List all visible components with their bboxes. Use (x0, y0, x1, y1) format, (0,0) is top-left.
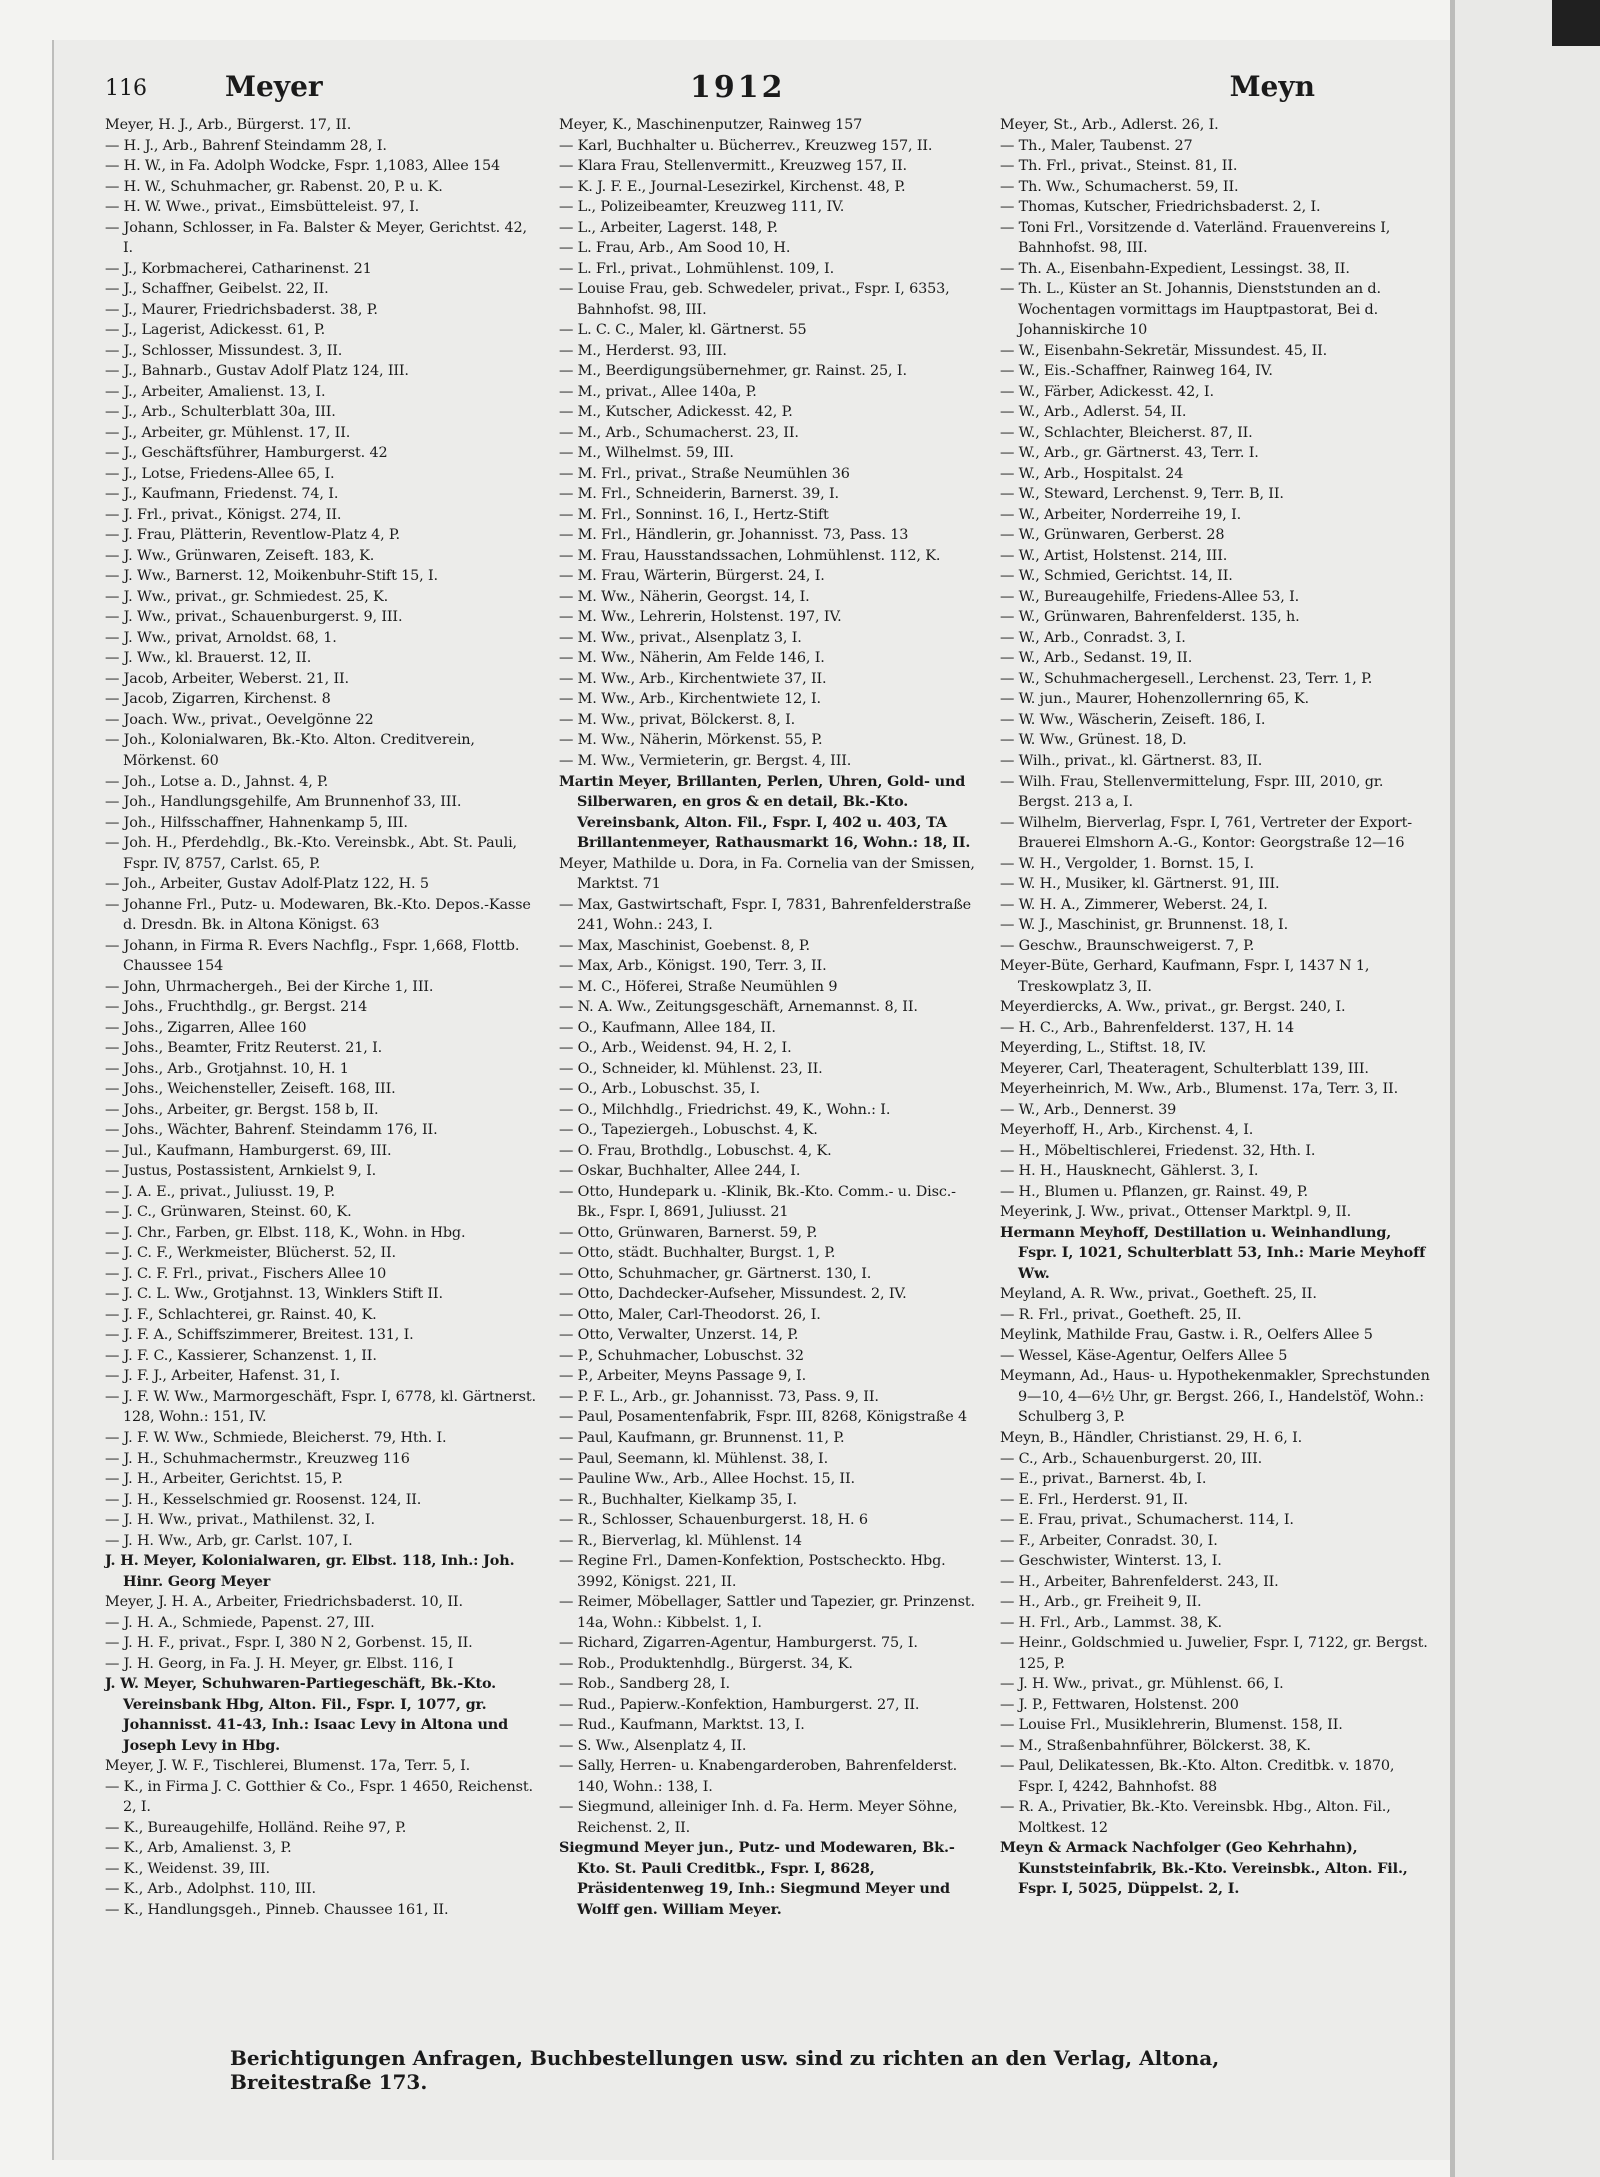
directory-entry: — Joh., Arbeiter, Gustav Adolf-Platz 122, H. 5 (105, 876, 429, 893)
directory-entry: — Max, Arb., Königst. 190, Terr. 3, II. (559, 958, 827, 975)
directory-entry: J. W. Meyer, Schuhwaren-Partiegeschäft, Bk.-Kto. Vereinsbank Hbg, Alton. Fil., Fspr. I, 1077, gr. Johannisst. 41-43, Inh.: Isaac Levy in Altona und Joseph Levy in Hbg. (105, 1675, 509, 1754)
directory-entry: — Karl, Buchhalter u. Bücherrev., Kreuzweg 157, II. (559, 137, 933, 154)
directory-entry: — Otto, Verwalter, Unzerst. 14, P. (559, 1327, 799, 1344)
directory-entry: Meyer, J. W. F., Tischlerei, Blumenst. 17a, Terr. 5, I. (105, 1758, 471, 1775)
column-3 (1000, 115, 1430, 2045)
directory-entry: — Siegmund, alleiniger Inh. d. Fa. Herm. Meyer Söhne, Reichenst. 2, II. (559, 1799, 958, 1836)
directory-entry: Meyerer, Carl, Theateragent, Schulterblatt 139, III. (1000, 1060, 1369, 1077)
directory-entry: — O., Milchhdlg., Friedrichst. 49, K., Wohn.: I. (559, 1101, 891, 1118)
directory-entry: — J. Ww., kl. Brauerst. 12, II. (105, 650, 312, 667)
directory-entry: — Klara Frau, Stellenvermitt., Kreuzweg 157, II. (559, 158, 907, 175)
directory-entry: — J., Korbmacherei, Catharinenst. 21 (105, 260, 372, 277)
directory-entry: — Reimer, Möbellager, Sattler und Tapezier, gr. Prinzenst. 14a, Wohn.: Kibbelst. 1, I. (559, 1594, 975, 1631)
directory-entry: — M. Frl., privat., Straße Neumühlen 36 (559, 465, 850, 482)
directory-entry: Meyerdiercks, A. Ww., privat., gr. Bergst. 240, I. (1000, 999, 1346, 1016)
directory-entry: — H. W. Wwe., privat., Eimsbütteleist. 97, I. (105, 199, 420, 216)
directory-entry: — W., Arb., Conradst. 3, I. (1000, 629, 1186, 646)
directory-entry: — L., Polizeibeamter, Kreuzweg 111, IV. (559, 199, 845, 216)
directory-entry: — Johs., Beamter, Fritz Reuterst. 21, I. (105, 1040, 383, 1057)
directory-entry: — J., Bahnarb., Gustav Adolf Platz 124, III. (105, 363, 409, 380)
year-heading: 1912 (690, 70, 786, 105)
directory-entry: — E. Frau, privat., Schumacherst. 114, I. (1000, 1512, 1294, 1529)
directory-entry: — H., Arbeiter, Bahrenfelderst. 243, II. (1000, 1573, 1279, 1590)
directory-entry: — H., Arb., gr. Freiheit 9, II. (1000, 1594, 1202, 1611)
directory-entry: — F., Arbeiter, Conradst. 30, I. (1000, 1532, 1218, 1549)
directory-entry: — J. F. A., Schiffszimmerer, Breitest. 131, I. (105, 1327, 414, 1344)
directory-entry: — J. F. W. Ww., Schmiede, Bleicherst. 79, Hth. I. (105, 1430, 447, 1446)
directory-entry: — W. H. A., Zimmerer, Weberst. 24, I. (1000, 896, 1268, 913)
directory-entry: — J. H. Ww., privat., Mathilenst. 32, I. (105, 1512, 375, 1529)
directory-entry: — K., Weidenst. 39, III. (105, 1860, 270, 1877)
directory-entry: — K., Arb, Amalienst. 3, P. (105, 1840, 292, 1857)
directory-entry: — J. C. F., Werkmeister, Blücherst. 52, II. (105, 1245, 396, 1262)
directory-entry: — O., Arb., Lobuschst. 35, I. (559, 1081, 760, 1098)
directory-entry: — J., Maurer, Friedrichsbaderst. 38, P. (105, 301, 378, 318)
directory-entry: — J., Geschäftsführer, Hamburgerst. 42 (105, 445, 388, 462)
directory-entry: — J. H., Arbeiter, Gerichtst. 15, P. (105, 1471, 343, 1488)
directory-entry: — J. P., Fettwaren, Holstenst. 200 (1000, 1696, 1239, 1713)
directory-entry: — J., Arb., Schulterblatt 30a, III. (105, 404, 336, 421)
directory-entry: — Johs., Weichensteller, Zeiseft. 168, III. (105, 1081, 396, 1098)
directory-entry: — J. C. L. Ww., Grotjahnst. 13, Winklers Stift II. (105, 1286, 443, 1303)
directory-entry: — J. F. J., Arbeiter, Hafenst. 31, I. (105, 1368, 341, 1385)
directory-entry: — W. Ww., Wäscherin, Zeiseft. 186, I. (1000, 711, 1266, 728)
directory-entry: — Rud., Kaufmann, Marktst. 13, I. (559, 1717, 805, 1734)
directory-entry: — Otto, Dachdecker-Aufseher, Missundest. 2, IV. (559, 1286, 907, 1303)
directory-entry: — Otto, Grünwaren, Barnerst. 59, P. (559, 1224, 818, 1241)
directory-entry: — J. H. A., Schmiede, Papenst. 27, III. (105, 1614, 375, 1631)
directory-entry: — J. H., Schuhmachermstr., Kreuzweg 116 (105, 1450, 410, 1467)
directory-entry: — J. H. Georg, in Fa. J. H. Meyer, gr. Elbst. 116, I (105, 1655, 454, 1672)
directory-entry: — K., Bureaugehilfe, Holländ. Reihe 97, P. (105, 1819, 407, 1836)
directory-entry: — Johs., Fruchthdlg., gr. Bergst. 214 (105, 999, 368, 1016)
directory-entry: — W., Artist, Holstenst. 214, III. (1000, 547, 1228, 564)
directory-entry: — J., Lagerist, Adickesst. 61, P. (105, 322, 326, 339)
directory-entry: — W. H., Vergolder, 1. Bornst. 15, I. (1000, 855, 1254, 872)
directory-entry: — W., Schuhmachergesell., Lerchenst. 23, Terr. 1, P. (1000, 670, 1373, 687)
directory-entry: — J. Frl., privat., Königst. 274, II. (105, 506, 342, 523)
directory-entry: — H., Blumen u. Pflanzen, gr. Rainst. 49, P. (1000, 1183, 1308, 1200)
directory-entry: — H. Frl., Arb., Lammst. 38, K. (1000, 1614, 1222, 1631)
directory-entry: — Th. Ww., Schumacherst. 59, II. (1000, 178, 1239, 195)
directory-entry: — H. C., Arb., Bahrenfelderst. 137, H. 14 (1000, 1019, 1295, 1036)
page-edge-line (1450, 0, 1455, 2177)
directory-entry: — M., Wilhelmst. 59, III. (559, 445, 734, 462)
directory-entry: — J. C. F. Frl., privat., Fischers Allee 10 (105, 1265, 387, 1282)
directory-entry: — J. F. W. Ww., Marmorgeschäft, Fspr. I, 6778, kl. Gärtnerst. 128, Wohn.: 151, IV. (105, 1388, 536, 1426)
directory-entry: — M. Ww., Näherin, Am Felde 146, I. (559, 650, 825, 667)
directory-entry: — Johanne Frl., Putz- u. Modewaren, Bk.-Kto. Depos.-Kasse d. Dresdn. Bk. in Altona Königst. 63 (105, 896, 531, 934)
directory-entry: — W., Schlachter, Bleicherst. 87, II. (1000, 424, 1253, 441)
directory-entry: — Joh., Kolonialwaren, Bk.-Kto. Alton. Creditverein, Mörkenst. 60 (105, 732, 475, 769)
directory-entry: Siegmund Meyer jun., Putz- und Modewaren, Bk.-Kto. St. Pauli Creditbk., Fspr. I, 8628, Präsidentenweg 19, Inh.: Siegmund Meyer und Wolff gen. William Meyer. (559, 1839, 955, 1918)
directory-entry: — W. Ww., Grünest. 18, D. (1000, 732, 1187, 749)
directory-entry: — K. J. F. E., Journal-Lesezirkel, Kirchenst. 48, P. (559, 178, 906, 195)
directory-entry: — Th. L., Küster an St. Johannis, Dienststunden an d. Wochentagen vormittags im Hauptpastorat, Bei d. Johanniskirche 10 (1000, 281, 1381, 339)
directory-entry: — W., Grünwaren, Bahrenfelderst. 135, h. (1000, 609, 1300, 626)
directory-entry: Meymann, Ad., Haus- u. Hypothekenmakler, Sprechstunden 9—10, 4—6½ Uhr, gr. Bergst. 266, I., Handelstöf, Wohn.: Schulberg 3, P. (1000, 1368, 1430, 1426)
directory-entry: — Johs., Zigarren, Allee 160 (105, 1019, 307, 1036)
directory-entry: — H. J., Arb., Bahrenf Steindamm 28, I. (105, 137, 387, 154)
directory-entry: — L. C. C., Maler, kl. Gärtnerst. 55 (559, 322, 807, 339)
directory-entry: — Geschwister, Winterst. 13, I. (1000, 1553, 1222, 1570)
directory-entry: — J. H. Ww., Arb, gr. Carlst. 107, I. (105, 1532, 353, 1549)
directory-entry: — W., Grünwaren, Gerberst. 28 (1000, 527, 1225, 544)
dark-corner-tab (1552, 0, 1600, 46)
directory-entry: — Jacob, Zigarren, Kirchenst. 8 (105, 691, 331, 708)
directory-entry: — M. Ww., Arb., Kirchentwiete 12, I. (559, 691, 821, 708)
directory-entry: Meyer, J. H. A., Arbeiter, Friedrichsbaderst. 10, II. (105, 1594, 463, 1611)
directory-entry: Meyn, B., Händler, Christianst. 29, H. 6, I. (1000, 1430, 1303, 1446)
directory-entry: — J. F., Schlachterei, gr. Rainst. 40, K. (105, 1306, 377, 1323)
directory-entry: — Geschw., Braunschweigerst. 7, P. (1000, 937, 1255, 954)
directory-entry: J. H. Meyer, Kolonialwaren, gr. Elbst. 118, Inh.: Joh. Hinr. Georg Meyer (105, 1552, 515, 1590)
directory-entry: — M. Frau, Wärterin, Bürgerst. 24, I. (559, 568, 825, 585)
directory-entry: — John, Uhrmachergeh., Bei der Kirche 1, III. (105, 978, 434, 995)
directory-entry: — H. H., Hausknecht, Gählerst. 3, I. (1000, 1163, 1259, 1180)
directory-entry: — Paul, Posamentenfabrik, Fspr. III, 8268, Königstraße 4 (559, 1409, 967, 1426)
directory-entry: — J. Chr., Farben, gr. Elbst. 118, K., Wohn. in Hbg. (105, 1224, 466, 1241)
directory-entry: Hermann Meyhoff, Destillation u. Weinhandlung, Fspr. I, 1021, Schulterblatt 53, Inh.: Marie Meyhoff Ww. (1000, 1223, 1426, 1282)
column-1 (105, 115, 537, 2045)
directory-entry: — W., Bureaugehilfe, Friedens-Allee 53, I. (1000, 588, 1300, 605)
directory-entry: — W., Schmied, Gerichtst. 14, II. (1000, 568, 1233, 585)
directory-entry: — M., Herderst. 93, III. (559, 342, 727, 359)
directory-entry: — M. Frl., Schneiderin, Barnerst. 39, I. (559, 486, 839, 503)
directory-entry: — Toni Frl., Vorsitzende d. Vaterländ. Frauenvereins I, Bahnhofst. 98, III. (1000, 219, 1391, 257)
directory-entry: — Richard, Zigarren-Agentur, Hamburgerst. 75, I. (559, 1635, 918, 1652)
directory-entry: — M. Ww., Näherin, Georgst. 14, I. (559, 588, 810, 605)
directory-entry: — W. H., Musiker, kl. Gärtnerst. 91, III. (1000, 876, 1280, 893)
directory-entry: — K., Arb., Adolphst. 110, III. (105, 1881, 316, 1898)
directory-entry: — Otto, Schuhmacher, gr. Gärtnerst. 130, I. (559, 1265, 872, 1282)
directory-entry: — Pauline Ww., Arb., Allee Hochst. 15, II. (559, 1471, 855, 1488)
directory-entry: Meyer, H. J., Arb., Bürgerst. 17, II. (105, 117, 352, 133)
directory-entry: — Paul, Kaufmann, gr. Brunnenst. 11, P. (559, 1430, 845, 1446)
directory-entry: — W., Arb., Adlerst. 54, II. (1000, 404, 1187, 421)
directory-entry: — M. Ww., Vermieterin, gr. Bergst. 4, III. (559, 752, 852, 769)
directory-entry: — Max, Maschinist, Goebenst. 8, P. (559, 937, 810, 954)
directory-entry: Meyerheinrich, M. Ww., Arb., Blumenst. 17a, Terr. 3, II. (1000, 1081, 1399, 1098)
directory-entry: — Johs., Wächter, Bahrenf. Steindamm 176, II. (105, 1122, 438, 1139)
directory-entry: Meyn & Armack Nachfolger (Geo Kehrhahn), Kunststeinfabrik, Bk.-Kto. Vereinsbk., Alton. Fil., Fspr. I, 5025, Düppelst. 2, I. (1000, 1839, 1408, 1898)
directory-entry: — E. Frl., Herderst. 91, II. (1000, 1491, 1188, 1508)
directory-entry: — C., Arb., Schauenburgerst. 20, III. (1000, 1450, 1263, 1467)
directory-entry: — J. Ww., Grünwaren, Zeiseft. 183, K. (105, 547, 375, 564)
directory-entry: — R. Frl., privat., Goetheft. 25, II. (1000, 1306, 1242, 1323)
directory-entry: — J. H. F., privat., Fspr. I, 380 N 2, Gorbenst. 15, II. (105, 1635, 473, 1652)
directory-entry: — K., in Firma J. C. Gotthier & Co., Fspr. 1 4650, Reichenst. 2, I. (105, 1778, 533, 1816)
directory-entry: — Regine Frl., Damen-Konfektion, Postscheckto. Hbg. 3992, Königst. 221, II. (559, 1553, 946, 1590)
directory-entry: — N. A. Ww., Zeitungsgeschäft, Arnemannst. 8, II. (559, 999, 918, 1016)
directory-entry: — J., Arbeiter, Amalienst. 13, I. (105, 383, 326, 400)
directory-entry: — P. F. L., Arb., gr. Johannisst. 73, Pass. 9, II. (559, 1388, 879, 1405)
directory-entry: — Th. Frl., privat., Steinst. 81, II. (1000, 158, 1238, 175)
directory-entry: Meyer, St., Arb., Adlerst. 26, I. (1000, 117, 1219, 133)
directory-entry: — W. jun., Maurer, Hohenzollernring 65, K. (1000, 691, 1309, 708)
directory-entry: — M. Ww., Lehrerin, Holstenst. 197, IV. (559, 609, 842, 626)
directory-entry: — J. Ww., privat., gr. Schmiedest. 25, K. (105, 588, 389, 605)
directory-entry: — Johs., Arbeiter, gr. Bergst. 158 b, II. (105, 1101, 379, 1118)
directory-entry: — M. Ww., Näherin, Mörkenst. 55, P. (559, 732, 823, 749)
directory-entry: — W., Färber, Adickesst. 42, I. (1000, 383, 1214, 400)
directory-entry: — Louise Frau, geb. Schwedeler, privat., Fspr. I, 6353, Bahnhofst. 98, III. (559, 281, 950, 318)
directory-entry: — Th., Maler, Taubenst. 27 (1000, 137, 1193, 154)
directory-entry: — J. Frau, Plätterin, Reventlow-Platz 4, P. (105, 527, 400, 544)
directory-entry: — H. W., Schuhmacher, gr. Rabenst. 20, P. u. K. (105, 178, 443, 195)
directory-entry: — H. W., in Fa. Adolph Wodcke, Fspr. 1,1083, Allee 154 (105, 158, 501, 175)
directory-entry: — Paul, Seemann, kl. Mühlenst. 38, I. (559, 1450, 829, 1467)
directory-entry: Meyerink, J. Ww., privat., Ottenser Marktpl. 9, II. (1000, 1204, 1352, 1221)
directory-entry: — Johs., Arb., Grotjahnst. 10, H. 1 (105, 1060, 349, 1077)
directory-entry: Meylink, Mathilde Frau, Gastw. i. R., Oelfers Allee 5 (1000, 1327, 1373, 1344)
directory-entry: — Paul, Delikatessen, Bk.-Kto. Alton. Creditbk. v. 1870, Fspr. I, 4242, Bahnhofst. 88 (1000, 1758, 1395, 1795)
directory-entry: — J. F. C., Kassierer, Schanzenst. 1, II. (105, 1347, 377, 1364)
directory-entry: — J. A. E., privat., Juliusst. 19, P. (105, 1183, 335, 1200)
directory-entry: — Thomas, Kutscher, Friedrichsbaderst. 2, I. (1000, 199, 1321, 216)
directory-entry: — Johann, Schlosser, in Fa. Balster & Meyer, Gerichtst. 42, I. (105, 219, 527, 257)
running-head-right: Meyn (1229, 70, 1315, 103)
directory-entry: — Joh., Hilfsschaffner, Hahnenkamp 5, III. (105, 814, 408, 831)
directory-entry: — E., privat., Barnerst. 4b, I. (1000, 1471, 1207, 1488)
directory-entry: — W. J., Maschinist, gr. Brunnenst. 18, I. (1000, 917, 1289, 934)
directory-entry: — O., Kaufmann, Allee 184, II. (559, 1019, 776, 1036)
page-edge-right (1450, 0, 1600, 2177)
directory-entry: — J. C., Grünwaren, Steinst. 60, K. (105, 1204, 352, 1221)
directory-entry: — J., Schlosser, Missundest. 3, II. (105, 342, 343, 359)
directory-entry: — J. H., Kesselschmied gr. Roosenst. 124, II. (105, 1491, 422, 1508)
directory-entry: — O., Schneider, kl. Mühlenst. 23, II. (559, 1060, 823, 1077)
page-header (105, 70, 1315, 110)
directory-entry: — O., Arb., Weidenst. 94, H. 2, I. (559, 1040, 792, 1057)
directory-entry: Meyer, Mathilde u. Dora, in Fa. Cornelia van der Smissen, Marktst. 71 (559, 855, 975, 893)
directory-entry: — Rob., Sandberg 28, I. (559, 1676, 730, 1693)
directory-entry: — M. Ww., Arb., Kirchentwiete 37, II. (559, 670, 827, 687)
directory-entry: — Jul., Kaufmann, Hamburgerst. 69, III. (105, 1142, 392, 1159)
directory-entry: — W., Eisenbahn-Sekretär, Missundest. 45, II. (1000, 342, 1328, 359)
directory-entry: — R., Schlosser, Schauenburgerst. 18, H. 6 (559, 1512, 868, 1529)
directory-entry: — J. Ww., privat., Schauenburgerst. 9, III. (105, 609, 403, 626)
directory-entry: — M. Frl., Händlerin, gr. Johannisst. 73, Pass. 13 (559, 527, 909, 544)
directory-entry: — Wessel, Käse-Agentur, Oelfers Allee 5 (1000, 1347, 1288, 1364)
directory-entry: — W., Arb., Sedanst. 19, II. (1000, 650, 1193, 667)
directory-entry: — J., Schaffner, Geibelst. 22, II. (105, 281, 329, 298)
directory-columns (105, 115, 1430, 2045)
directory-entry: Meyer, K., Maschinenputzer, Rainweg 157 (559, 117, 863, 133)
directory-entry: — H., Möbeltischlerei, Friedenst. 32, Hth. I. (1000, 1142, 1316, 1159)
directory-entry: — W., Arb., gr. Gärtnerst. 43, Terr. I. (1000, 445, 1259, 462)
publisher-footer: Berichtigungen Anfragen, Buchbestellungen usw. sind zu richten an den Verlag, Altona, Breitestraße 173. (230, 2046, 1220, 2094)
directory-entry: — Justus, Postassistent, Arnkielst 9, I. (105, 1163, 377, 1180)
directory-entry: — M., Straßenbahnführer, Bölckerst. 38, K. (1000, 1737, 1311, 1754)
directory-entry: — L., Arbeiter, Lagerst. 148, P. (559, 219, 778, 236)
directory-entry: — M. Ww., privat., Alsenplatz 3, I. (559, 629, 802, 646)
directory-entry: — Heinr., Goldschmied u. Juwelier, Fspr. I, 7122, gr. Bergst. 125, P. (1000, 1635, 1428, 1672)
directory-entry: — Jacob, Arbeiter, Weberst. 21, II. (105, 670, 349, 687)
directory-entry: — Johann, in Firma R. Evers Nachflg., Fspr. 1,668, Flottb. Chaussee 154 (105, 937, 520, 975)
directory-entry: — M., Beerdigungsübernehmer, gr. Rainst. 25, I. (559, 363, 907, 380)
directory-entry: — Wilhelm, Bierverlag, Fspr. I, 761, Vertreter der Export-Brauerei Elmshorn A.-G., Kontor: Georgstraße 12—16 (1000, 814, 1412, 852)
directory-entry: — Rud., Papierw.-Konfektion, Hamburgerst. 27, II. (559, 1696, 920, 1713)
directory-entry: Meyer-Büte, Gerhard, Kaufmann, Fspr. I, 1437 N 1, Treskowplatz 3, II. (1000, 958, 1370, 995)
directory-entry: — Wilh., privat., kl. Gärtnerst. 83, II. (1000, 752, 1263, 769)
directory-entry: — Joach. Ww., privat., Oevelgönne 22 (105, 711, 374, 728)
running-head-left: Meyer (225, 70, 323, 103)
directory-entry: — L. Frau, Arb., Am Sood 10, H. (559, 240, 791, 257)
directory-entry: Meyerhoff, H., Arb., Kirchenst. 4, I. (1000, 1122, 1254, 1139)
directory-entry: — J. H. Ww., privat., gr. Mühlenst. 66, I. (1000, 1676, 1284, 1693)
directory-entry: — O. Frau, Brothdlg., Lobuschst. 4, K. (559, 1142, 832, 1159)
directory-entry: — S. Ww., Alsenplatz 4, II. (559, 1737, 747, 1754)
directory-entry: — J., Lotse, Friedens-Allee 65, I. (105, 465, 335, 482)
directory-entry: — Joh. H., Pferdehdlg., Bk.-Kto. Vereinsbk., Abt. St. Pauli, Fspr. IV, 8757, Carlst. 65, P. (105, 835, 517, 872)
directory-entry: — Wilh. Frau, Stellenvermittelung, Fspr. III, 2010, gr. Bergst. 213 a, I. (1000, 773, 1384, 811)
directory-entry: — Rob., Produktenhdlg., Bürgerst. 34, K. (559, 1655, 853, 1672)
directory-entry: — J. Ww., Barnerst. 12, Moikenbuhr-Stift 15, I. (105, 568, 438, 585)
directory-entry: — R., Bierverlag, kl. Mühlenst. 14 (559, 1532, 802, 1549)
directory-entry: — M., Arb., Schumacherst. 23, II. (559, 424, 799, 441)
directory-entry: — J., Kaufmann, Friedenst. 74, I. (105, 486, 339, 503)
directory-entry: — Louise Frl., Musiklehrerin, Blumenst. 158, II. (1000, 1717, 1343, 1734)
directory-entry: Meyerding, L., Stiftst. 18, IV. (1000, 1040, 1207, 1057)
directory-entry: — P., Arbeiter, Meyns Passage 9, I. (559, 1368, 806, 1385)
directory-entry: — J., Arbeiter, gr. Mühlenst. 17, II. (105, 424, 351, 441)
page-number: 116 (105, 76, 147, 101)
directory-entry: — W., Eis.-Schaffner, Rainweg 164, IV. (1000, 363, 1273, 380)
directory-entry: — R. A., Privatier, Bk.-Kto. Vereinsbk. Hbg., Alton. Fil., Moltkest. 12 (1000, 1799, 1391, 1836)
directory-entry: — Joh., Handlungsgehilfe, Am Brunnenhof 33, III. (105, 794, 462, 811)
directory-entry: — M. Frl., Sonninst. 16, I., Hertz-Stift (559, 506, 829, 523)
directory-entry: — Otto, Hundepark u. -Klinik, Bk.-Kto. Comm.- u. Disc.-Bk., Fspr. I, 8691, Juliusst. 21 (559, 1183, 956, 1221)
directory-entry: — P., Schuhmacher, Lobuschst. 32 (559, 1347, 804, 1364)
directory-entry: — M. Frau, Hausstandssachen, Lohmühlenst. 112, K. (559, 547, 941, 564)
directory-entry: — L. Frl., privat., Lohmühlenst. 109, I. (559, 260, 835, 277)
directory-entry: — W., Arb., Hospitalst. 24 (1000, 465, 1184, 482)
directory-entry: — W., Steward, Lerchenst. 9, Terr. B, II. (1000, 486, 1284, 503)
directory-entry: — W., Arb., Dennerst. 39 (1000, 1101, 1177, 1118)
directory-entry: — Otto, städt. Buchhalter, Burgst. 1, P. (559, 1245, 836, 1262)
directory-entry: — Otto, Maler, Carl-Theodorst. 26, I. (559, 1306, 821, 1323)
column-2 (559, 115, 979, 2045)
directory-entry: — W., Arbeiter, Norderreihe 19, I. (1000, 506, 1242, 523)
directory-entry: — J. Ww., privat, Arnoldst. 68, 1. (105, 629, 337, 646)
directory-entry: — Joh., Lotse a. D., Jahnst. 4, P. (105, 773, 329, 790)
directory-entry: — K., Handlungsgeh., Pinneb. Chaussee 161, II. (105, 1901, 449, 1918)
directory-entry: Martin Meyer, Brillanten, Perlen, Uhren, Gold- und Silberwaren, en gros & en detail, Bk.-Kto. Vereinsbank, Alton. Fil., Fspr. I, 402 u. 403, TA Brillantenmeyer, Rathausmarkt 16, Wohn.: 18, II. (559, 772, 971, 852)
directory-entry: — Th. A., Eisenbahn-Expedient, Lessingst. 38, II. (1000, 260, 1350, 277)
directory-entry: — M., Kutscher, Adickesst. 42, P. (559, 404, 793, 421)
directory-entry: — M. C., Höferei, Straße Neumühlen 9 (559, 978, 838, 995)
directory-entry: — Sally, Herren- u. Knabengarderoben, Bahrenfelderst. 140, Wohn.: 138, I. (559, 1758, 958, 1795)
directory-entry: — M., privat., Allee 140a, P. (559, 383, 757, 400)
directory-entry: — M. Ww., privat, Bölckerst. 8, I. (559, 711, 796, 728)
directory-entry: — O., Tapeziergeh., Lobuschst. 4, K. (559, 1122, 818, 1139)
directory-entry: — R., Buchhalter, Kielkamp 35, I. (559, 1491, 797, 1508)
directory-entry: — Max, Gastwirtschaft, Fspr. I, 7831, Bahrenfelderstraße 241, Wohn.: 243, I. (559, 896, 972, 934)
directory-entry: Meyland, A. R. Ww., privat., Goetheft. 25, II. (1000, 1286, 1317, 1303)
directory-entry: — Oskar, Buchhalter, Allee 244, I. (559, 1163, 801, 1180)
